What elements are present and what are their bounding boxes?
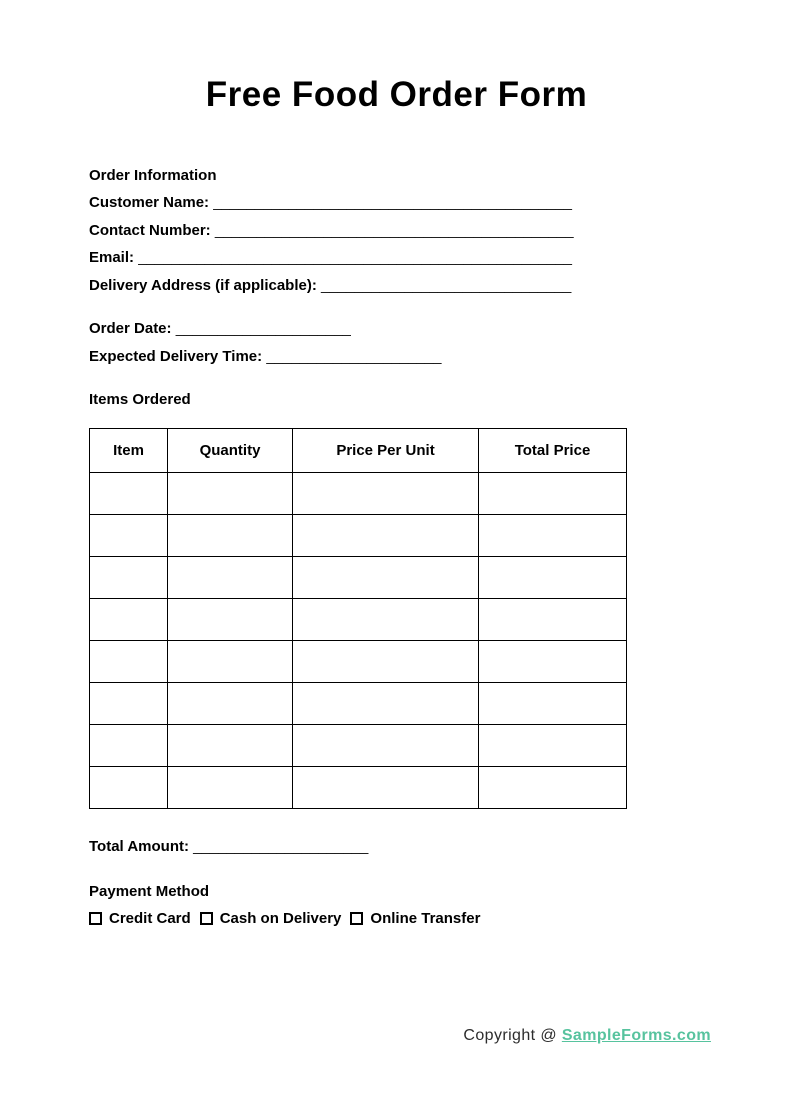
- table-cell: [293, 515, 479, 557]
- table-cell: [90, 515, 168, 557]
- order-date-field: [89, 315, 729, 343]
- payment-method-heading: Payment Method: [89, 882, 210, 900]
- table-row: [90, 557, 627, 599]
- column-header-price-per-unit: Price Per Unit: [293, 429, 479, 473]
- table-cell: [479, 725, 627, 767]
- order-information-heading: Order Information: [89, 167, 217, 184]
- total-amount-field: [89, 833, 729, 861]
- payment-option-label: Cash on Delivery: [219, 909, 342, 927]
- items-table-body: [90, 473, 627, 809]
- table-cell: [90, 557, 168, 599]
- table-cell: [479, 767, 627, 809]
- table-row: [90, 683, 627, 725]
- column-header-quantity: Quantity: [168, 429, 293, 473]
- table-cell: [293, 683, 479, 725]
- payment-option-credit-card: [89, 905, 191, 932]
- checkbox-empty-icon: [89, 912, 102, 925]
- copyright-text: Copyright @: [463, 1027, 557, 1044]
- table-cell: [479, 599, 627, 641]
- email-label: Email:: [89, 249, 135, 266]
- order-date-label: Order Date:: [89, 320, 172, 337]
- table-row: [90, 515, 627, 557]
- table-cell: [293, 557, 479, 599]
- delivery-address-blank-line: ______________________________: [321, 276, 572, 294]
- table-row: [90, 767, 627, 809]
- table-cell: [90, 473, 168, 515]
- column-header-item: Item: [90, 429, 168, 473]
- table-header-row: [90, 429, 627, 473]
- payment-option-cash-on-delivery: [200, 905, 342, 932]
- table-cell: [90, 725, 168, 767]
- table-row: [90, 599, 627, 641]
- items-ordered-heading: Items Ordered: [89, 391, 191, 408]
- table-row: [90, 725, 627, 767]
- expected-delivery-time-label: Expected Delivery Time:: [89, 347, 263, 365]
- items-ordered-table: [89, 428, 627, 809]
- table-cell: [168, 473, 293, 515]
- customer-name-blank-line: ___________________________________________: [213, 194, 572, 211]
- payment-options-row: [89, 905, 729, 932]
- table-cell: [293, 767, 479, 809]
- table-cell: [479, 641, 627, 683]
- table-cell: [90, 683, 168, 725]
- table-cell: [168, 683, 293, 725]
- payment-option-online-transfer: [350, 905, 480, 932]
- table-cell: [168, 515, 293, 557]
- email-field: [89, 244, 729, 272]
- footer: [463, 1027, 711, 1045]
- sampleforms-link[interactable]: SampleForms.com: [561, 1027, 711, 1044]
- payment-option-label: Online Transfer: [370, 909, 481, 927]
- table-cell: [90, 767, 168, 809]
- table-row: [90, 641, 627, 683]
- table-cell: [168, 767, 293, 809]
- table-cell: [90, 641, 168, 683]
- customer-name-label: Customer Name:: [89, 194, 210, 211]
- contact-number-blank-line: ___________________________________________: [214, 221, 574, 239]
- table-cell: [479, 515, 627, 557]
- total-amount-blank-line: _____________________: [193, 838, 369, 855]
- schedule-block: [89, 315, 729, 370]
- column-header-total-price: Total Price: [479, 429, 627, 473]
- expected-delivery-time-field: [89, 343, 729, 371]
- table-cell: [293, 725, 479, 767]
- form-body: [89, 162, 729, 932]
- checkbox-empty-icon: [200, 912, 213, 925]
- table-cell: [168, 557, 293, 599]
- table-cell: [90, 599, 168, 641]
- delivery-address-field: [89, 272, 729, 300]
- table-cell: [479, 557, 627, 599]
- table-cell: [168, 599, 293, 641]
- table-cell: [293, 641, 479, 683]
- delivery-address-label: Delivery Address (if applicable):: [89, 276, 317, 294]
- contact-number-field: [89, 217, 729, 245]
- checkbox-empty-icon: [350, 912, 363, 925]
- payment-option-label: Credit Card: [109, 909, 191, 927]
- table-cell: [168, 725, 293, 767]
- customer-name-field: [89, 189, 729, 217]
- contact-number-label: Contact Number:: [89, 221, 211, 239]
- expected-delivery-time-blank-line: _____________________: [266, 347, 442, 365]
- total-amount-label: Total Amount:: [89, 838, 189, 855]
- email-blank-line: ____________________________________________________: [138, 249, 572, 266]
- order-date-blank-line: _____________________: [175, 320, 351, 337]
- table-cell: [168, 641, 293, 683]
- table-row: [90, 473, 627, 515]
- table-cell: [293, 473, 479, 515]
- table-cell: [293, 599, 479, 641]
- table-cell: [479, 683, 627, 725]
- table-cell: [479, 473, 627, 515]
- page-title: Free Food Order Form: [205, 75, 588, 114]
